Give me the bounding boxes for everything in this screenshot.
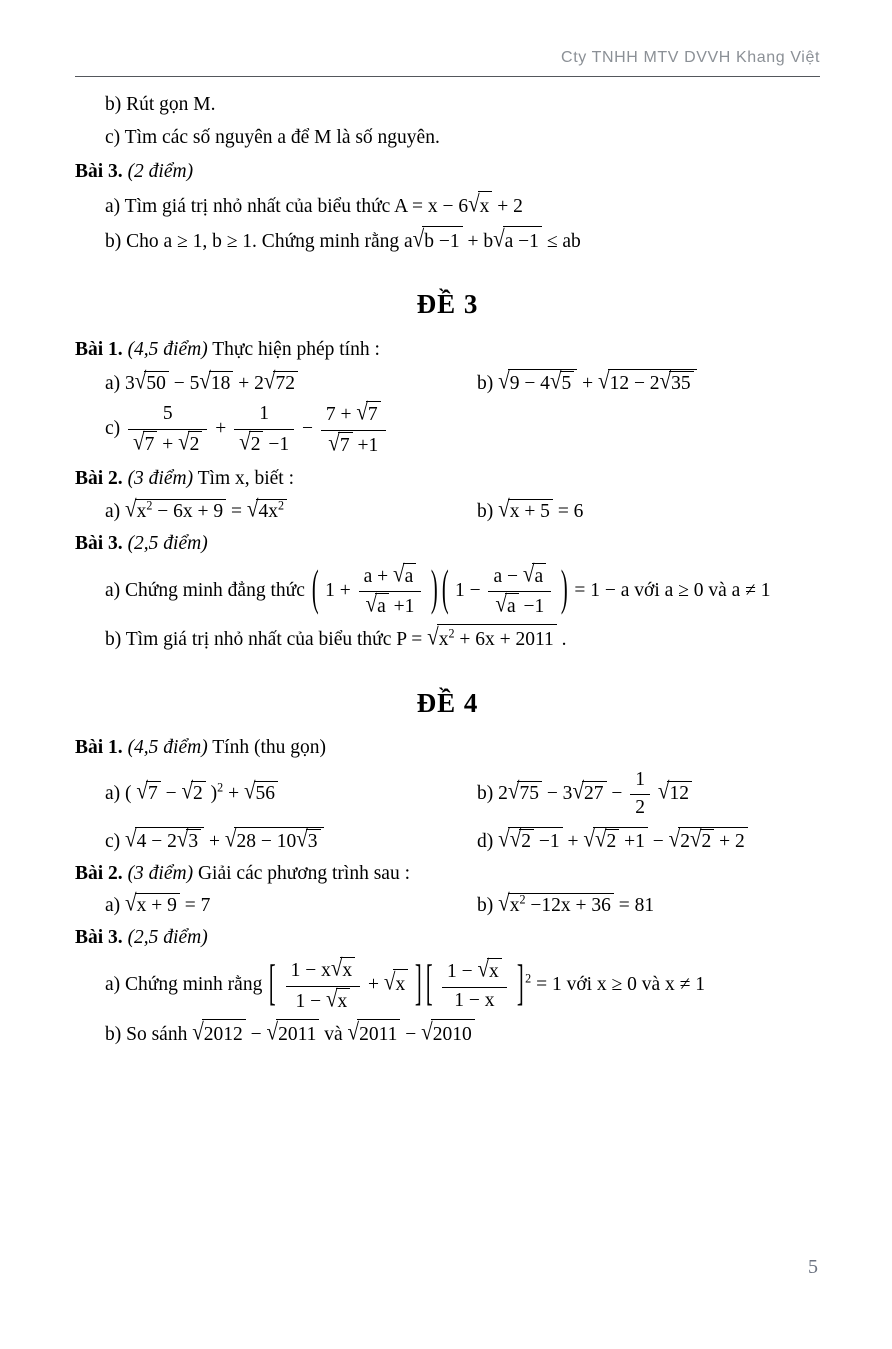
sqrt-expression [134,367,169,395]
radicand: 7 [146,781,161,805]
radicand: 2 [249,431,264,457]
bold-text: Bài 3. [75,927,123,949]
math-expression-right: b) √9 − 4√5 + √12 − 2√35 [477,369,820,395]
sqrt-expression [176,825,201,852]
big-delimiter: [ [269,957,276,1012]
sqrt-expression [192,1018,246,1046]
fraction-numerator: 5 [162,403,173,425]
math-expression-right: b) √x + 5 = 6 [477,495,584,523]
radicand: 12 − 2√35 [608,369,697,395]
italic-text: (2,5 điểm) [127,532,208,554]
sqrt-expression [243,777,278,804]
radicand: x [336,988,351,1014]
fraction-denominator: √7 +1 [321,430,386,458]
radicand: 7 [366,401,381,427]
radical-sign: √ [657,777,670,804]
fraction [286,954,361,1014]
radicand: 2011 [276,1019,319,1049]
radicand: √2 −1 [508,827,563,853]
radical-sign: √ [134,367,147,395]
radical-sign: √ [412,224,425,252]
radicand: x [340,957,355,983]
fraction-numerator: 1 − x√x [286,957,361,985]
big-delimiter: ) [430,563,438,617]
superscript: 2 [217,780,224,795]
radicand: 12 [667,781,692,805]
radicand: 9 − 4√5 [508,369,578,395]
radicand: 2 [519,829,534,853]
problem-item-line: b) Rút gọn M. [105,94,216,115]
italic-text: (4,5 điểm) [127,737,208,759]
radical-sign: √ [330,954,343,982]
radicand: $x^2 - 6x + 9$ [135,499,227,523]
math-expression-left: a) ( √7 − √2 )$^2$ + √56 [105,781,477,805]
radicand: b −1 [422,226,462,256]
exercise-heading [75,530,820,558]
big-delimiter: ] [516,957,524,1012]
radical-sign: √ [328,429,340,456]
radical-sign: √ [263,367,276,395]
big-delimiter: ] [414,957,422,1012]
sqrt-expression [178,428,202,455]
sqrt-expression [328,429,352,456]
italic-text: (3 điểm) [127,862,194,884]
bold-text: Bài 3. [75,161,123,183]
radical-sign: √ [421,1018,433,1046]
radical-sign: √ [659,367,672,395]
radical-sign: √ [224,825,237,852]
math-expression-left: a) 3√50 − 5√18 + 2√72 [105,371,477,395]
fraction [321,398,386,458]
big-delimiter: [ [425,957,433,1012]
radicand: 50 [144,371,169,395]
radical-sign: √ [572,777,584,804]
radical-sign: √ [239,428,251,455]
header-rule [75,76,820,77]
problem-item-line: c) Tìm các số nguyên a để M là số nguyên. [105,126,440,148]
problem-item-line: b) So sánh √2012 − √2011 và √2011 − √2010 [105,1019,820,1049]
radicand: $4x^2$ [256,499,287,523]
radicand: x + 9 [135,893,180,917]
radical-sign: √ [689,825,702,852]
big-delimiter: ) [560,563,568,617]
radical-sign: √ [468,190,480,218]
fraction [359,559,422,620]
radical-sign: √ [594,825,607,852]
radicand: 2 [191,781,206,805]
radical-sign: √ [509,825,522,852]
radical-sign: √ [383,968,396,996]
sqrt-expression [325,984,350,1012]
bold-text: Bài 2. [75,862,123,884]
superscript: 2 [448,626,455,641]
problem-item-line: b) Cho a ≥ 1, b ≥ 1. Chứng minh rằng a√b −1 + b√a −1 ≤ ab [105,226,820,256]
sqrt-expression [125,825,204,852]
exercise-heading: Bài 2. (3 điểm) Tìm x, biết : [75,468,295,490]
page-header [75,48,820,68]
fraction [234,402,294,457]
sqrt-expression [412,224,463,252]
fraction-denominator: 2 [630,794,650,820]
sqrt-expression [659,367,694,395]
radicand: 2010 [431,1019,475,1049]
superscript: 2 [146,498,153,513]
radicand: a [375,593,389,619]
superscript: 2 [525,971,532,986]
fraction-denominator: √2 −1 [234,429,294,457]
radical-sign: √ [133,428,145,455]
radicand: 3 [186,829,201,853]
radical-sign: √ [598,367,610,395]
sqrt-expression [689,825,714,852]
radical-sign: √ [136,777,148,804]
sqrt-expression [498,367,577,395]
sqrt-expression [266,1018,320,1046]
fraction-denominator: √7 + √2 [128,429,207,457]
radicand: a [505,593,519,619]
radicand: $x^2 + 6x + 2011$ [437,624,557,654]
radical-sign: √ [125,825,137,852]
radicand: 18 [209,371,234,395]
sqrt-expression [181,777,205,804]
bold-text: Bài 3. [75,532,123,554]
problem-item-line: a) Tìm giá trị nhỏ nhất của biểu thức A = x − 6√x + 2 [105,191,820,221]
italic-text: (3 điểm) [127,468,194,490]
radicand: 2√2 + 2 [678,827,748,853]
radicand: 3 [306,829,321,853]
bold-text: Bài 1. [75,737,123,759]
exam-title: ĐỀ 3 [416,289,479,320]
sqrt-expression [507,777,542,804]
sqrt-expression [224,825,324,852]
fraction-numerator: 7 + √7 [321,401,386,429]
sqrt-expression [468,190,492,218]
italic-text: (2 điểm) [127,161,194,183]
sqrt-expression [583,825,648,852]
big-delimiter: ( [311,563,319,617]
math-expression-left: a) $√x^2 - 6x + 9 = √4x^2$ [105,499,477,523]
sqrt-expression [263,367,298,395]
sqrt-expression [657,777,692,804]
problem-columns-row [75,827,820,853]
radical-sign: √ [522,559,535,587]
problem-columns-row [75,495,820,523]
sqrt-expression [668,825,748,852]
radicand: $x^2 -12x + 36$ [508,893,614,917]
radicand: √2 +1 [593,827,648,853]
radicand: a [403,563,417,589]
problem-columns-row [75,889,820,917]
sqrt-expression [522,559,546,587]
superscript: 2 [519,892,526,907]
sqrt-expression [365,590,389,618]
radicand: 2 [605,829,620,853]
italic-text: (2,5 điểm) [127,927,208,949]
radicand: 72 [273,371,298,395]
exam-title: ĐỀ 4 [416,688,479,719]
sqrt-expression [594,825,619,852]
math-expression-right: b) $√x^2 -12x + 36 = 81$ [477,889,655,917]
sqrt-expression [477,955,501,983]
page-footer [808,1256,818,1279]
radicand: 2 [700,829,715,853]
sqrt-expression [393,559,416,587]
radical-sign: √ [246,495,259,523]
fraction-numerator: 1 − √x [442,958,507,986]
radicand: 2011 [357,1019,400,1049]
fraction-denominator: 1 − x [442,987,507,1013]
math-expression-left: c) √4 − 2√3 + √28 − 10√3 [105,827,477,853]
fraction-numerator: 1 [259,403,269,425]
exercise-heading: Bài 2. (3 điểm) Giải các phương trình sau : [75,862,411,884]
bold-text: Bài 1. [75,338,123,360]
bold-text: Bài 2. [75,468,123,490]
fraction [128,402,207,457]
exercise-heading: Bài 1. (4,5 điểm) Tính (thu gọn) [75,737,326,759]
problem-columns-row [75,768,820,821]
radical-sign: √ [498,495,510,523]
header-company-text: Cty TNHH MTV DVVH Khang Việt [561,49,820,66]
radical-sign: √ [347,1018,360,1046]
page-content [75,91,820,1049]
radical-sign: √ [495,590,507,618]
math-expression-left: a) √x + 9 = 7 [105,889,211,917]
sqrt-expression [383,968,408,996]
fraction [442,955,507,1013]
fraction-denominator: √a +1 [359,591,422,619]
radicand: 7 [143,431,158,457]
radical-sign: √ [498,367,510,395]
sqrt-expression [493,224,542,252]
sqrt-expression [199,367,233,395]
radicand: 2012 [202,1019,246,1049]
radical-sign: √ [427,623,439,651]
sqrt-expression [133,428,157,455]
math-expression-right: d) √√2 −1 + √√2 +1 − √2√2 + 2 [477,827,820,853]
problem-item-line: a) Chứng minh rằng [ $\frac{1 - x√x}{1 - √x}$ + √x ] [ $\frac{1 - √x}{1 - x}$ ] $^2$ = 1 với x ≥ 0 và x ≠ 1 [105,957,820,1014]
radicand: x [478,191,493,221]
fraction [630,768,650,821]
italic-text: (4,5 điểm) [127,338,208,360]
sqrt-expression [246,495,287,523]
radical-sign: √ [493,224,505,252]
fraction-numerator: a + √a [359,563,422,591]
problem-item-line: a) Chứng minh đẳng thức ( 1 + $\frac{a + √a}{√a +1}$ ) ( 1 − $\frac{a - √a}{√a -1}$ ) = 1 − a với a ≥ 0 và a ≠ 1 [105,563,820,620]
exercise-heading [75,924,820,952]
exercise-heading: Bài 1. (4,5 điểm) Thực hiện phép tính : [75,338,380,360]
radicand: 4 − 2√3 [135,827,205,853]
radical-sign: √ [507,777,520,804]
radicand: a −1 [503,226,542,256]
sqrt-expression [421,1018,475,1046]
radical-sign: √ [498,825,510,852]
problem-item-line: b) Tìm giá trị nhỏ nhất của biểu thức $P = √x^2 + 6x + 2011$ . [105,624,820,654]
radical-sign: √ [393,559,405,587]
radicand: x + 5 [508,499,553,523]
big-delimiter: ( [441,563,449,617]
sqrt-expression [509,825,534,852]
sqrt-expression [356,398,380,426]
fraction-numerator: a − √a [488,563,551,591]
sqrt-expression [598,367,697,395]
sqrt-expression [347,1018,401,1046]
radical-sign: √ [176,825,189,852]
radicand: 75 [517,781,542,805]
radical-sign: √ [125,889,137,917]
radical-sign: √ [199,367,211,395]
page-number: 5 [808,1256,818,1278]
sqrt-expression [427,623,557,651]
sqrt-expression [549,367,574,395]
radicand: 2 [188,431,203,457]
fraction [488,559,551,620]
radical-sign: √ [668,825,681,852]
sqrt-expression [498,825,563,852]
radical-sign: √ [356,398,368,426]
radicand: 7 [338,432,353,458]
fraction-denominator: √a −1 [488,591,551,619]
math-expression-right: b) 2√75 − 3√27 − $\frac{1}{2}$ √12 [477,768,820,821]
fraction-numerator: 1 [635,769,645,791]
radicand: x [487,958,502,984]
problem-item-line: c) $\frac{5}{√7 + √2}$ + $\frac{1}{√2 -1}$ − $\frac{7 + √7}{√7 +1}$ [105,401,820,458]
radicand: 35 [669,371,694,395]
sqrt-expression [572,777,606,804]
radical-sign: √ [192,1018,204,1046]
radical-sign: √ [549,367,562,395]
radical-sign: √ [266,1018,279,1046]
sqrt-expression [330,954,355,982]
sqrt-expression [239,428,263,455]
radicand: x [393,969,408,999]
radicand: 27 [582,781,607,805]
radicand: a [532,563,546,589]
radical-sign: √ [296,825,308,852]
radicand: 56 [254,781,279,805]
radical-sign: √ [181,777,194,804]
sqrt-expression [495,590,518,618]
radical-sign: √ [243,777,256,804]
radical-sign: √ [583,825,595,852]
radical-sign: √ [365,590,378,618]
radicand: 5 [560,371,575,395]
radical-sign: √ [325,984,338,1012]
radical-sign: √ [125,495,137,523]
exercise-heading [75,158,820,186]
radical-sign: √ [477,955,490,983]
sqrt-expression [136,777,160,804]
radical-sign: √ [498,889,510,917]
radicand: 28 − 10√3 [234,827,323,853]
fraction-denominator: 1 − √x [286,986,361,1014]
superscript: 2 [277,498,284,513]
problem-columns-row [75,369,820,395]
sqrt-expression [296,825,320,852]
radical-sign: √ [178,428,190,455]
